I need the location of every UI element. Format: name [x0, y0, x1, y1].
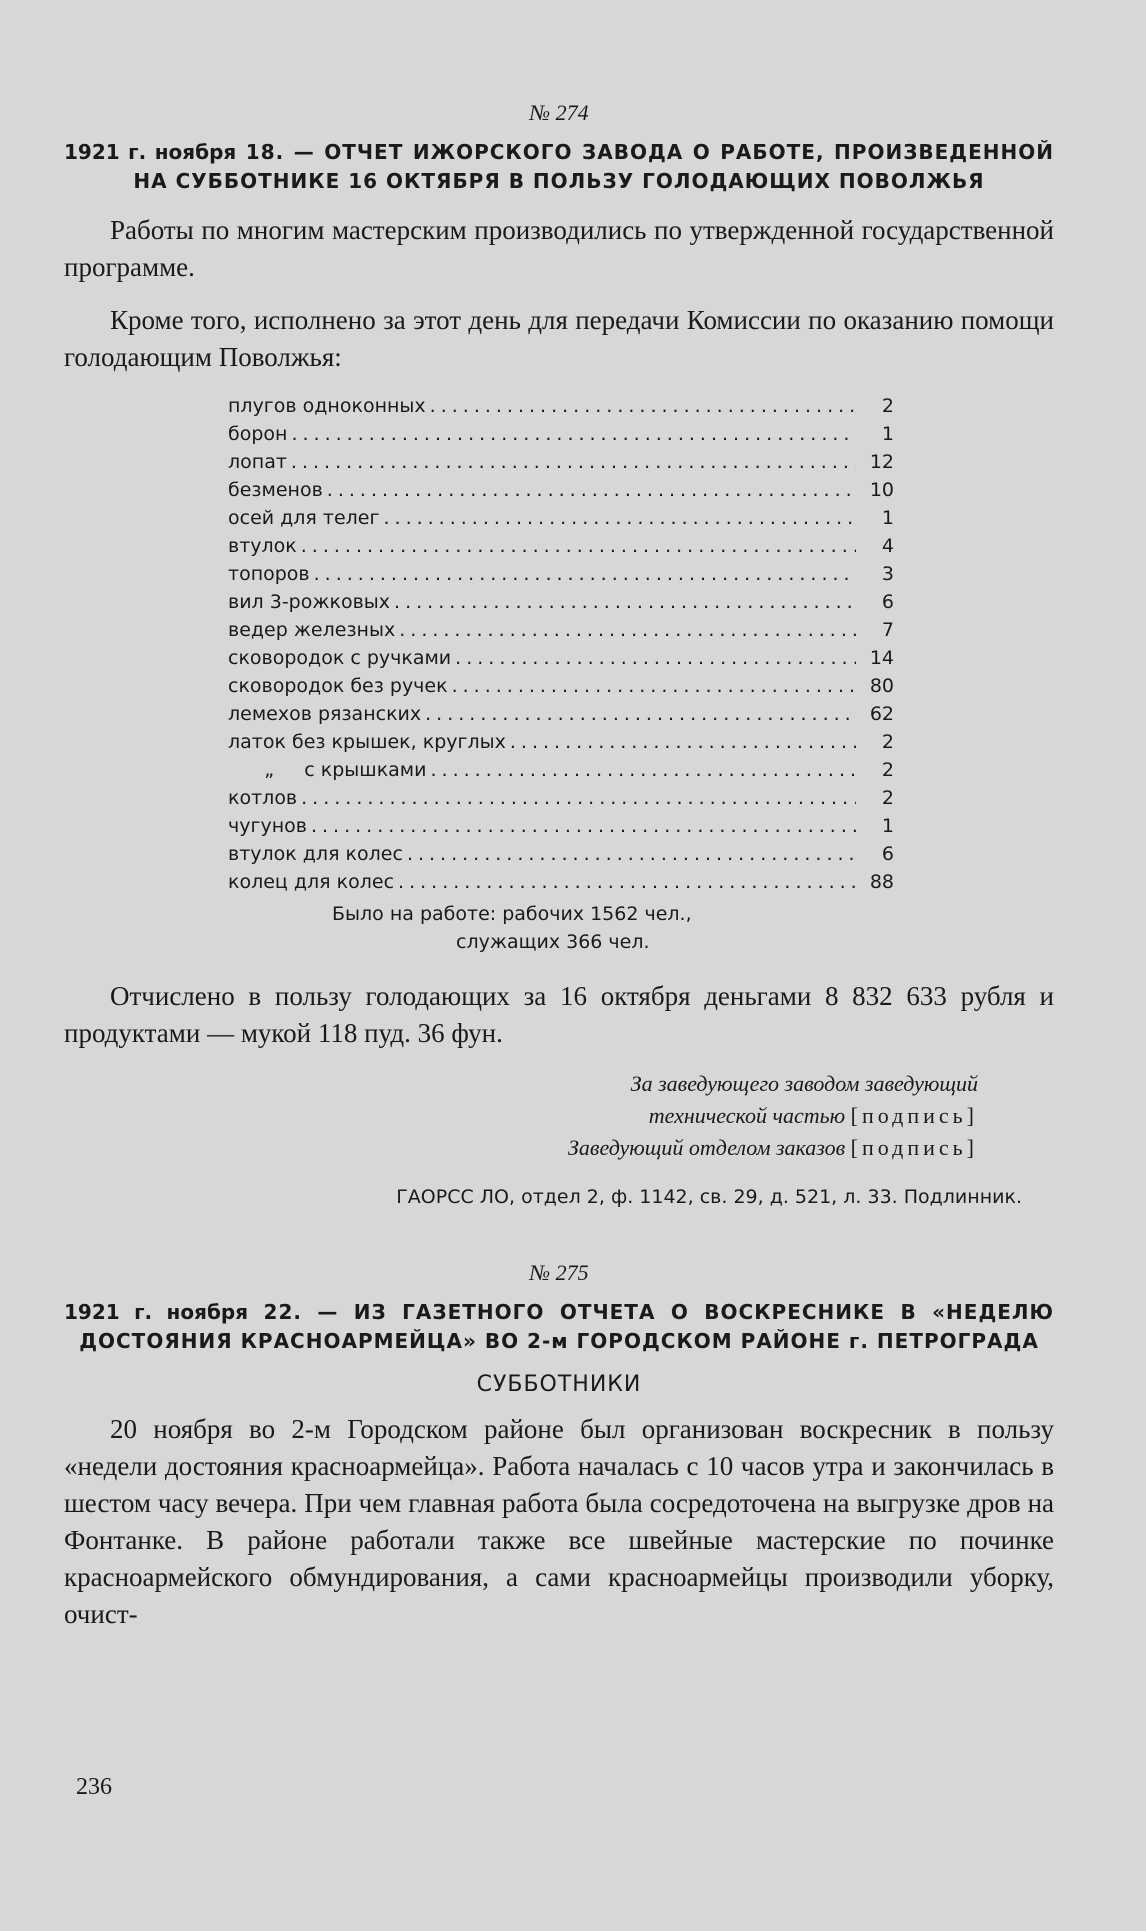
list-item — [228, 672, 894, 700]
document-heading-275 — [64, 1298, 1054, 1356]
item-quantity: 1 — [881, 507, 894, 529]
heading-title: 18. — ОТЧЕТ ИЖОРСКОГО ЗАВОДА О РАБОТЕ, ПРОИЗВЕДЕННОЙ НА СУББОТНИКЕ 16 ОКТЯБРЯ В ПОЛЬЗУ ГОЛОДАЮЩИХ ПОВОЛЖЬЯ — [133, 140, 1054, 193]
item-quantity: 2 — [881, 787, 894, 809]
signature-mark: [подпись] — [850, 1135, 978, 1160]
item-quantity: 1 — [881, 815, 894, 837]
leader-dots — [431, 756, 857, 784]
heading-title: 22. — ИЗ ГАЗЕТНОГО ОТЧЕТА О ВОСКРЕСНИКЕ В «НЕДЕЛЮ ДОСТОЯНИЯ КРАСНОАРМЕЙЦА» ВО 2-м ГОРОДСКОМ РАЙОНЕ г. ПЕТРОГРАДА — [79, 1300, 1055, 1353]
leader-dots — [398, 868, 856, 896]
leader-dots — [291, 448, 856, 476]
items-list — [228, 392, 894, 896]
item-quantity: 14 — [869, 647, 894, 669]
document-number-275: № 275 — [529, 1260, 589, 1285]
item-label: сковородок без ручек — [228, 675, 448, 697]
signature-block — [64, 1068, 1054, 1164]
paragraph: Работы по многим мастерским производились по утвержденной государственной программе. — [64, 215, 1054, 282]
signature-line — [64, 1068, 978, 1100]
item-quantity: 12 — [869, 451, 894, 473]
leader-dots — [301, 532, 856, 560]
item-quantity: 7 — [881, 619, 894, 641]
leader-dots — [383, 504, 856, 532]
item-quantity: 80 — [869, 675, 894, 697]
item-label: ведер железных — [228, 619, 396, 641]
leader-dots — [452, 672, 856, 700]
item-quantity: 3 — [881, 563, 894, 585]
workers-line: Было на работе: рабочих 1562 чел., — [332, 903, 692, 925]
item-quantity: 4 — [881, 535, 894, 557]
list-item — [228, 756, 894, 784]
item-quantity: 62 — [869, 703, 894, 725]
list-item — [228, 476, 894, 504]
paragraph: Отчислено в пользу голодающих за 16 октября деньгами 8 832 633 рубля и продуктами — мукой 118 пуд. 36 фун. — [64, 981, 1054, 1048]
item-quantity: 6 — [881, 591, 894, 613]
list-item — [228, 644, 894, 672]
item-label: латок без крышек, круглых — [228, 731, 506, 753]
leader-dots — [311, 812, 856, 840]
item-label: втулок — [228, 535, 297, 557]
list-item — [228, 840, 894, 868]
leader-dots — [455, 644, 856, 672]
heading-date: 1921 г. ноября — [64, 1300, 249, 1324]
signature-line — [64, 1132, 978, 1164]
signature-mark: [подпись] — [850, 1103, 978, 1128]
item-label: чугунов — [228, 815, 307, 837]
item-label: плугов одноконных — [228, 395, 426, 417]
item-label: „ с крышками — [228, 759, 427, 781]
document-heading-274 — [64, 138, 1054, 196]
item-label: лемехов рязанских — [228, 703, 422, 725]
leader-dots — [425, 700, 856, 728]
leader-dots — [301, 784, 856, 812]
workers-count — [332, 900, 1054, 956]
document-page — [64, 100, 1054, 1649]
employees-line: служащих 366 чел. — [456, 931, 650, 953]
item-label: лопат — [228, 451, 287, 473]
item-label: вил 3-рожковых — [228, 591, 391, 613]
item-label: топоров — [228, 563, 310, 585]
signature-text: За заведующего заводом заведующий — [630, 1071, 978, 1096]
item-label: борон — [228, 423, 288, 445]
paragraph: 20 ноября во 2-м Городском районе был организован воскресник в пользу «недели достояния красноармейца». Работа началась с 10 часов утра и закончилась в шестом часу вечера. При чем главная работа была сосредоточена на выгрузке дров на Фонтанке. В районе работали также все швейные мастерские по починке красноармейского обмундирования, а сами красноармейцы производили уборку, очист- — [64, 1414, 1054, 1629]
item-quantity: 2 — [881, 395, 894, 417]
leader-dots — [394, 588, 856, 616]
list-item — [228, 420, 894, 448]
item-quantity: 2 — [881, 759, 894, 781]
heading-date: 1921 г. ноября — [64, 140, 237, 164]
list-item — [228, 588, 894, 616]
leader-dots — [510, 728, 856, 756]
leader-dots — [430, 392, 856, 420]
signature-text: технической частью — [648, 1103, 846, 1128]
document-number-274: № 274 — [529, 100, 589, 125]
leader-dots — [407, 840, 856, 868]
item-quantity: 2 — [881, 731, 894, 753]
signature-line — [64, 1100, 978, 1132]
list-item — [228, 700, 894, 728]
item-label: колец для колес — [228, 871, 395, 893]
leader-dots — [399, 616, 856, 644]
section-subtitle: СУББОТНИКИ — [476, 1372, 642, 1397]
item-label: сковородок с ручками — [228, 647, 452, 669]
list-item — [228, 784, 894, 812]
leader-dots — [291, 420, 856, 448]
list-item — [228, 448, 894, 476]
list-item — [228, 728, 894, 756]
list-item — [228, 504, 894, 532]
item-quantity: 10 — [869, 479, 894, 501]
signature-text: Заведующий отделом заказов — [568, 1135, 846, 1160]
paragraph: Кроме того, исполнено за этот день для передачи Комиссии по оказанию помощи голодающим Поволжья: — [64, 305, 1054, 372]
list-item — [228, 812, 894, 840]
item-label: втулок для колес — [228, 843, 403, 865]
item-label: осей для телег — [228, 507, 380, 529]
list-item — [228, 560, 894, 588]
leader-dots — [327, 476, 856, 504]
list-item — [228, 868, 894, 896]
page-number: 236 — [76, 1774, 112, 1800]
leader-dots — [314, 560, 856, 588]
item-quantity: 88 — [869, 871, 894, 893]
archive-reference: ГАОРСС ЛО, отдел 2, ф. 1142, св. 29, д. 521, л. 33. Подлинник. — [396, 1186, 1022, 1208]
item-label: котлов — [228, 787, 298, 809]
item-label: безменов — [228, 479, 323, 501]
item-quantity: 1 — [881, 423, 894, 445]
item-quantity: 6 — [881, 843, 894, 865]
list-item — [228, 532, 894, 560]
list-item — [228, 616, 894, 644]
list-item — [228, 392, 894, 420]
